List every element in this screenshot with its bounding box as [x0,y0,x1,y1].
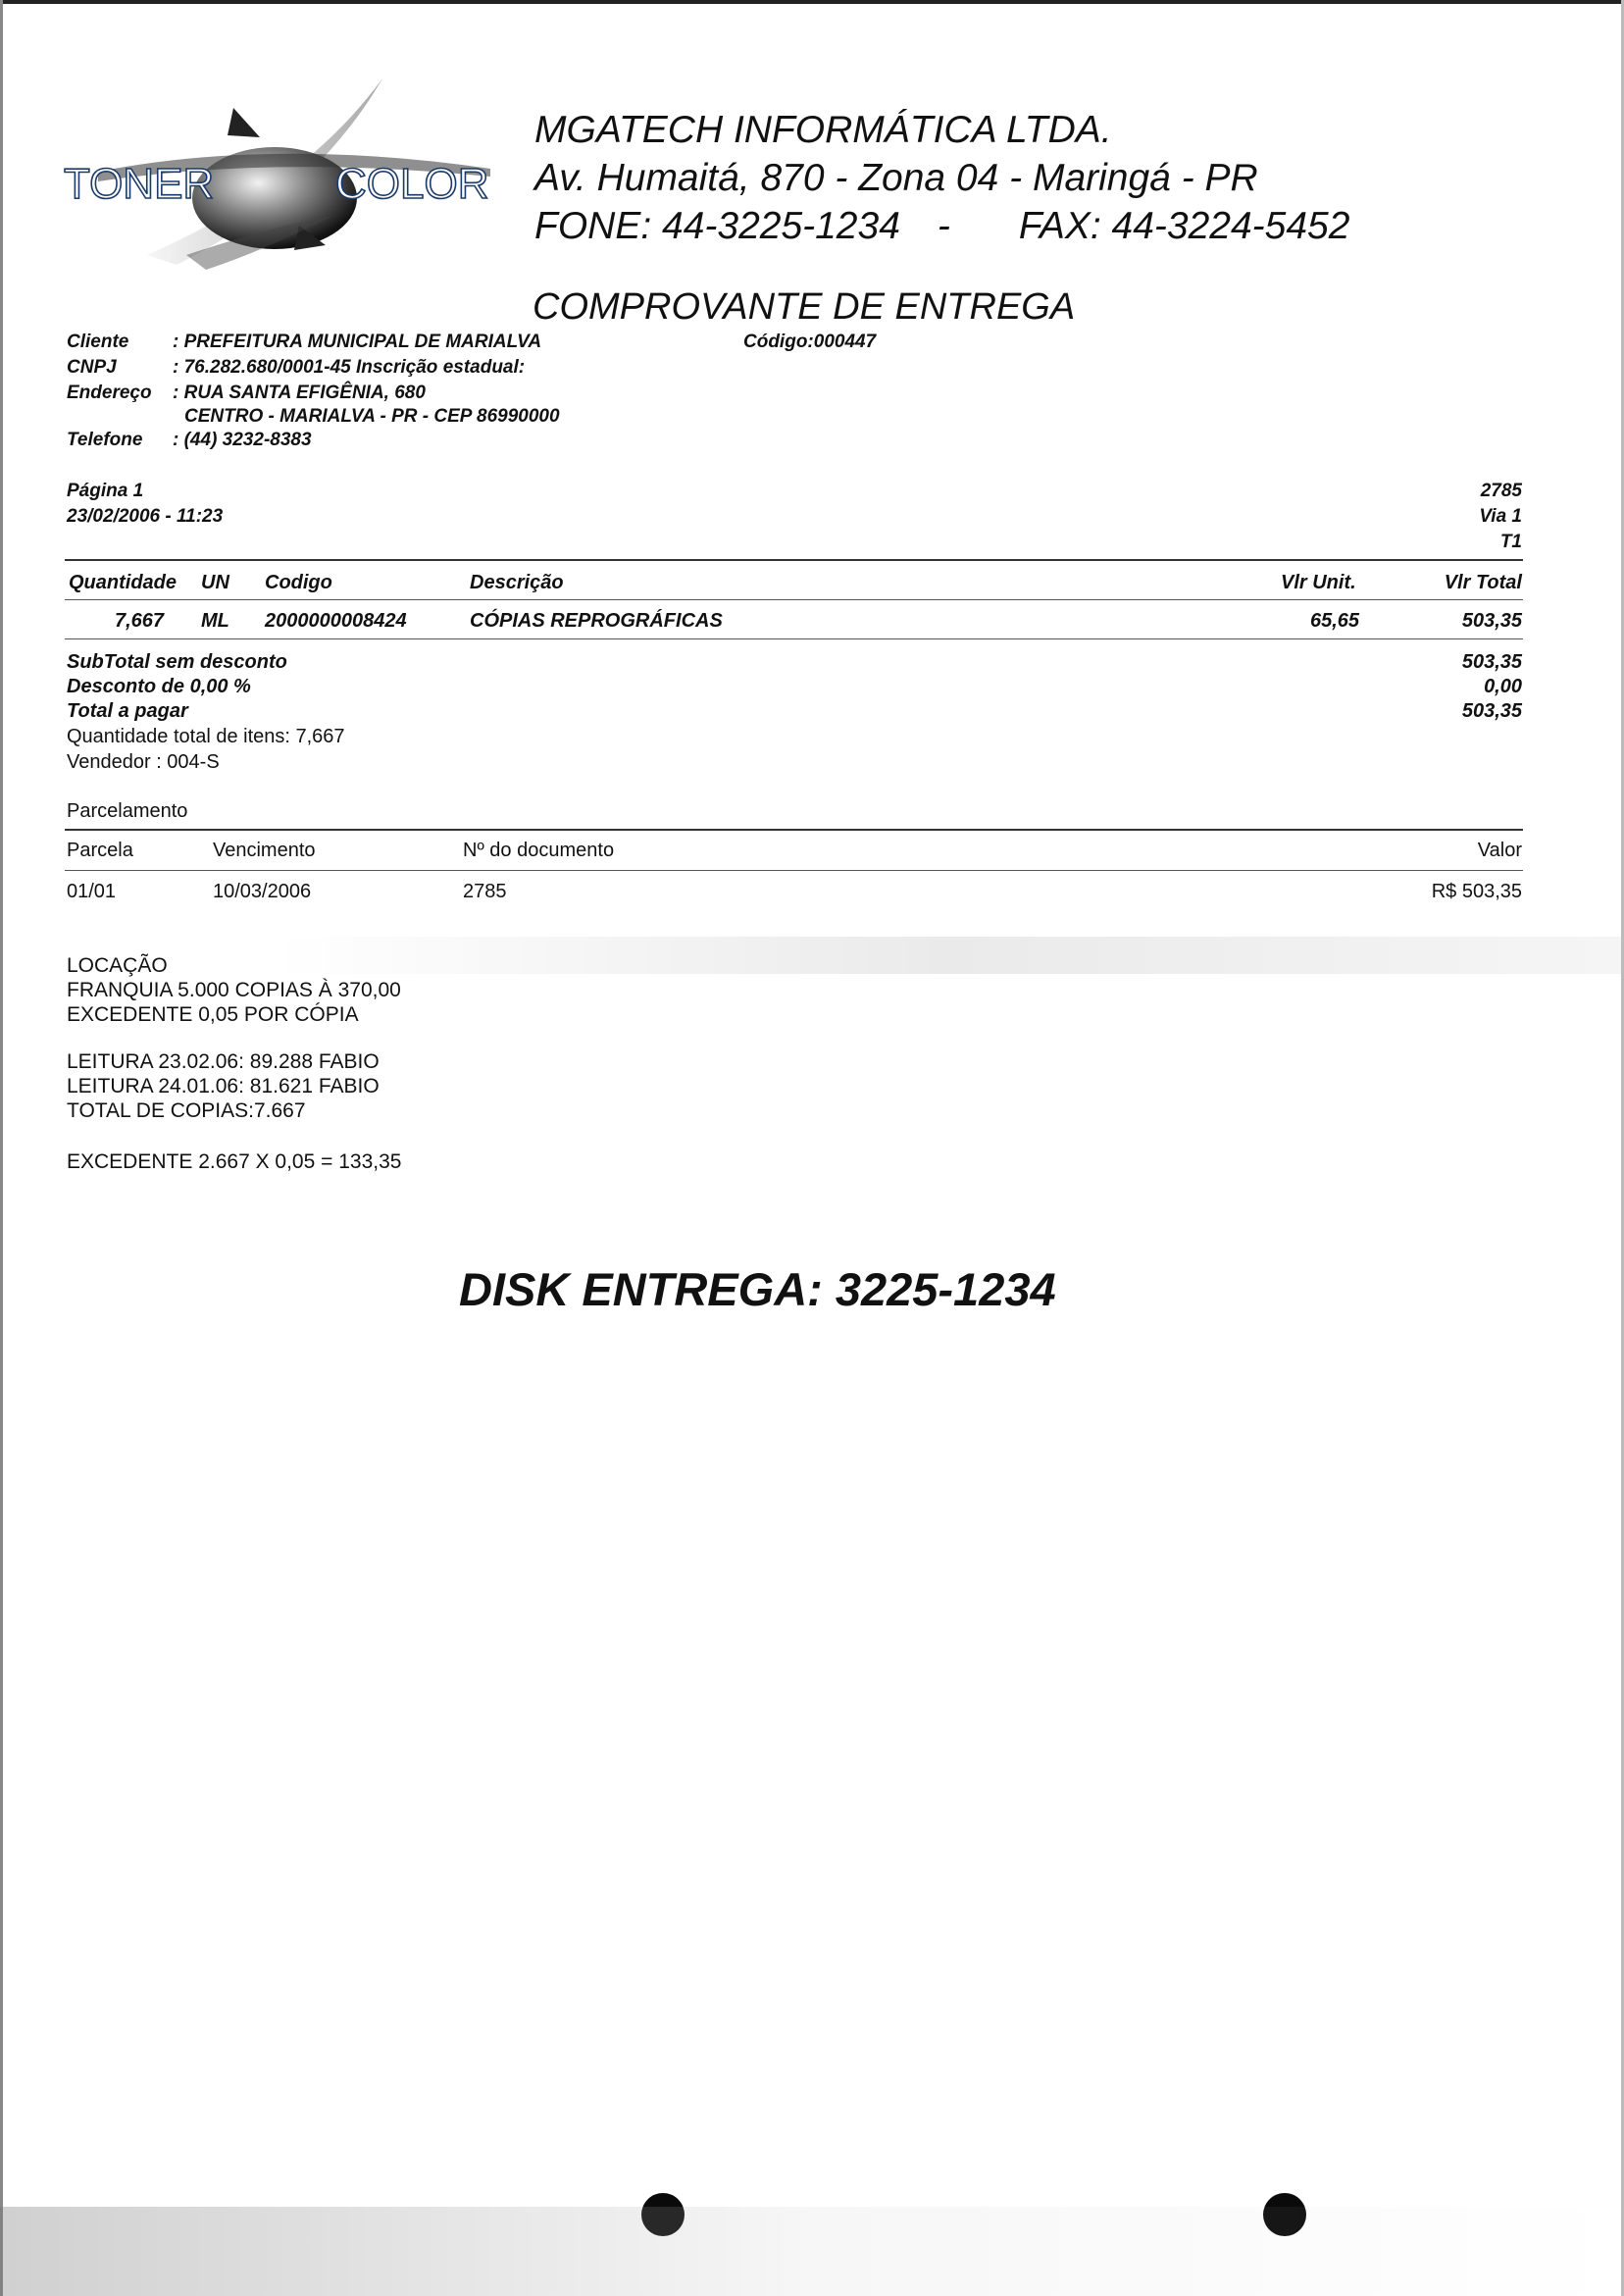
row-quantidade: 7,667 [115,610,165,632]
vencimento-header: Vencimento [213,840,316,861]
parcelamento-top-rule [65,829,1523,831]
vencimento-value: 10/03/2006 [213,881,312,902]
quantidade-total: Quantidade total de itens: 7,667 [67,726,345,747]
cliente-value: : PREFEITURA MUNICIPAL DE MARIALVA [173,332,542,352]
notes-block-1 [67,953,401,1027]
customer-telefone [67,430,312,451]
company-name: MGATECH INFORMÁTICA LTDA. [534,109,1112,151]
col-descricao-header: Descrição [470,572,564,593]
parcelamento-title: Parcelamento [67,800,188,822]
row-vlr-total: 503,35 [1461,610,1522,632]
telefone-value: : (44) 3232-8383 [173,430,312,450]
vendedor: Vendedor : 004-S [67,751,220,773]
note-line: LEITURA 24.01.06: 81.621 FABIO [67,1075,380,1097]
page-number: Página 1 [67,481,144,501]
note-line: LEITURA 23.02.06: 89.288 FABIO [67,1050,380,1073]
subtotal-value: 503,35 [1461,651,1522,673]
document-title: COMPROVANTE DE ENTREGA [533,286,1076,328]
document-via: Via 1 [1479,506,1522,527]
endereco-label: Endereço [67,383,152,403]
cnpj-value: : 76.282.680/0001-45 Inscrição estadual: [173,357,526,378]
scan-band [275,937,1624,974]
subtotal-label: SubTotal sem desconto [67,651,287,673]
col-vlr-unit-header: Vlr Unit. [1281,572,1356,593]
telefone-label: Telefone [67,430,143,450]
customer-cnpj [67,357,525,379]
note-line: LOCAÇÃO [67,954,168,977]
row-vlr-unit: 65,65 [1310,610,1360,632]
company-address: Av. Humaitá, 870 - Zona 04 - Maringá - PR [534,157,1258,199]
row-un: ML [201,610,229,632]
company-fax: FAX: 44-3224-5452 [1018,205,1350,247]
notes-block-3 [67,1149,401,1174]
row-codigo: 2000000008424 [265,610,407,632]
document-number: 2785 [1480,481,1522,501]
col-vlr-total-header: Vlr Total [1444,572,1522,593]
page-left-edge [0,0,3,2296]
col-quantidade-header: Quantidade [69,572,178,593]
total-label: Total a pagar [67,700,188,722]
table-bottom-rule [65,638,1523,639]
col-codigo-header: Codigo [265,572,332,593]
scan-smudge [0,2207,1624,2296]
endereco-value: : RUA SANTA EFIGÊNIA, 680 [173,383,426,403]
valor-value: R$ 503,35 [1431,881,1522,902]
company-header [534,106,1349,250]
toner-color-logo [59,78,569,284]
desconto-value: 0,00 [1484,676,1522,697]
logo-text-left: TONER [64,160,215,208]
table-top-rule [65,559,1523,561]
cliente-label: Cliente [67,332,129,352]
parcelamento-header-rule [65,870,1523,871]
note-line: EXCEDENTE 0,05 POR CÓPIA [67,1003,359,1026]
customer-endereco-line2: CENTRO - MARIALVA - PR - CEP 86990000 [184,406,560,427]
cnpj-label: CNPJ [67,357,117,378]
logo-text-right: COLOR [335,160,489,208]
document-t: T1 [1499,532,1522,552]
customer-cliente [67,332,541,353]
parcela-header: Parcela [67,840,133,861]
row-descricao: CÓPIAS REPROGRÁFICAS [470,610,723,632]
note-line: TOTAL DE COPIAS:7.667 [67,1099,306,1122]
documento-header: Nº do documento [463,840,615,861]
valor-header: Valor [1477,840,1522,861]
note-line: EXCEDENTE 2.667 X 0,05 = 133,35 [67,1150,402,1173]
page-top-edge [0,0,1624,4]
company-phone: FONE: 44-3225-1234 [534,205,900,247]
document-datetime: 23/02/2006 - 11:23 [67,506,224,527]
disk-entrega: DISK ENTREGA: 3225-1234 [459,1263,1056,1315]
contact-separator: - [937,205,950,247]
documento-value: 2785 [463,881,507,902]
desconto-label: Desconto de 0,00 % [67,676,251,697]
parcela-value: 01/01 [67,881,117,902]
table-header-rule [65,599,1523,600]
notes-block-2 [67,1049,380,1123]
document-code: Código:000447 [743,332,877,352]
total-value: 503,35 [1461,700,1522,722]
company-contact [534,202,1349,250]
col-un-header: UN [201,572,229,593]
note-line: FRANQUIA 5.000 COPIAS À 370,00 [67,979,401,1001]
customer-endereco [67,383,426,404]
